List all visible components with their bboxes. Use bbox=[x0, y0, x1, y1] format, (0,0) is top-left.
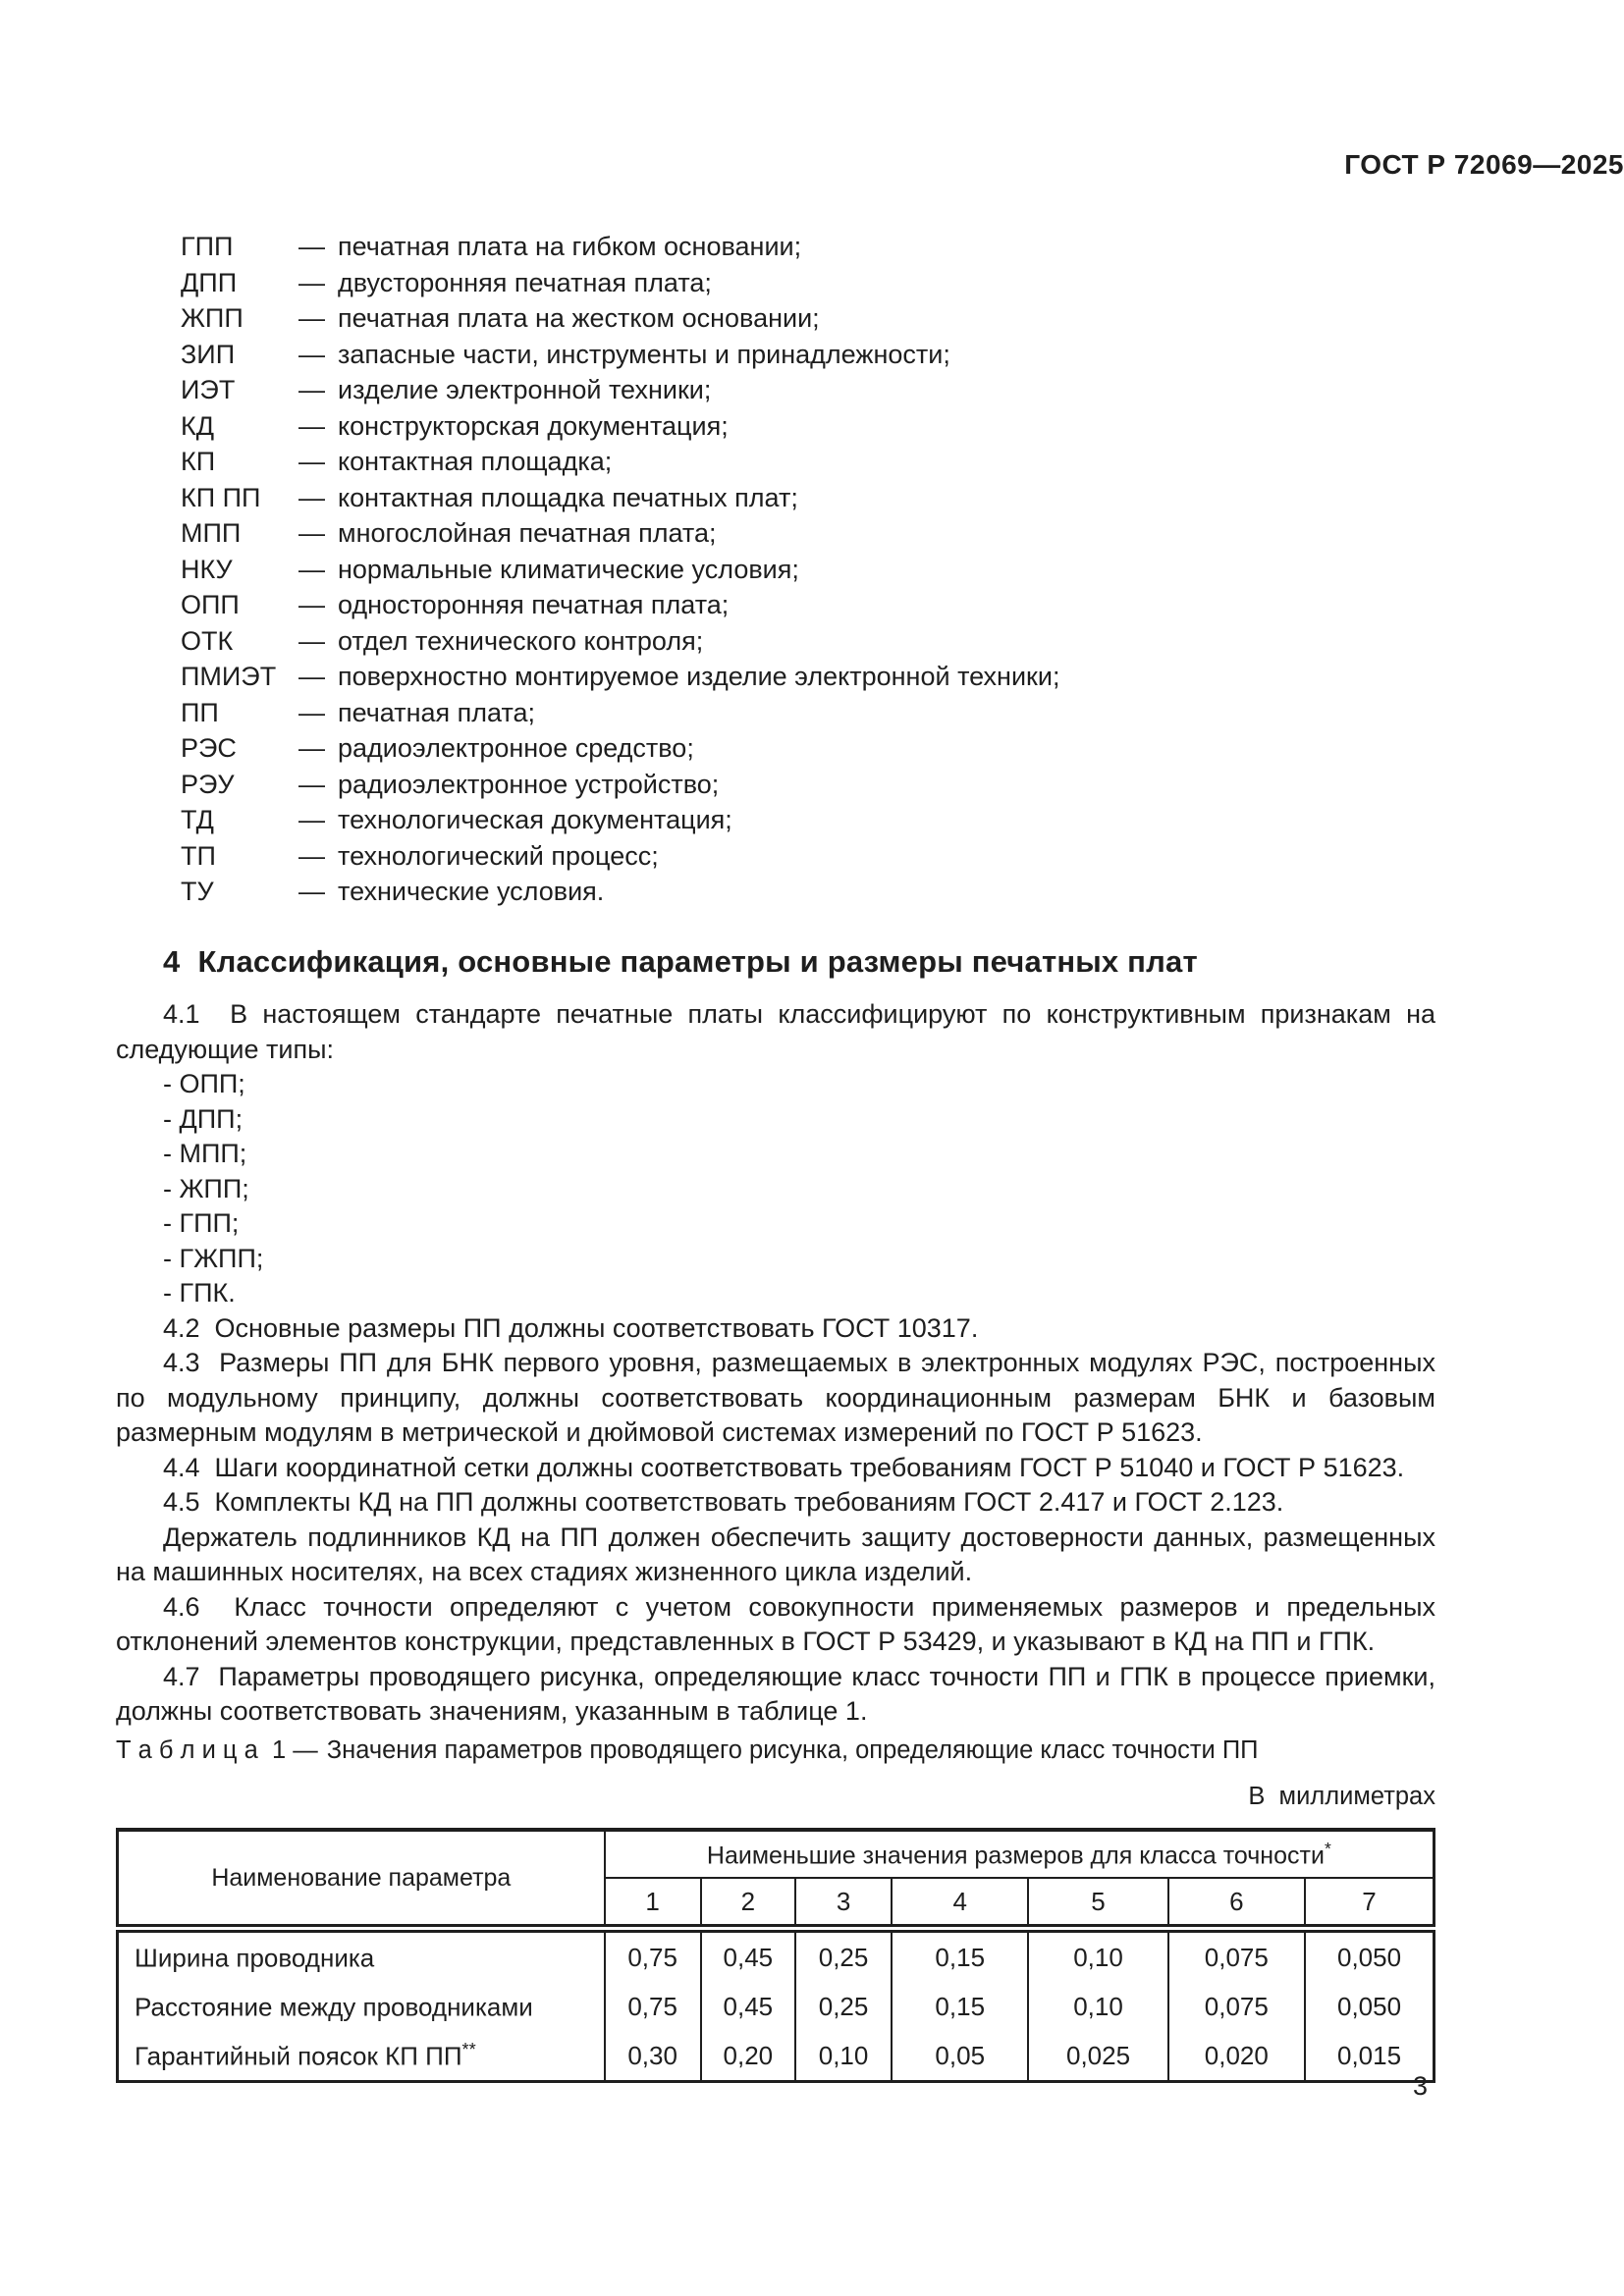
abbreviation-definition: печатная плата на гибком основании; bbox=[338, 232, 802, 261]
abbreviation-row bbox=[116, 300, 1435, 337]
table-caption-text: Значения параметров проводящего рисунка, определяющие класс точности ПП bbox=[326, 1736, 1259, 1764]
parameter-name bbox=[118, 1982, 605, 2031]
paragraph: - МПП; bbox=[163, 1139, 247, 1168]
paragraph: Держатель подлинников КД на ПП должен обеспечить защиту достоверности данных, размещенных на машинных носителях, на всех стадиях жизненного цикла изделий. bbox=[116, 1522, 1435, 1586]
abbreviation-term: РЭС bbox=[181, 733, 237, 763]
dash-separator: — bbox=[298, 447, 325, 476]
abbreviation-row bbox=[116, 623, 1435, 660]
dash-separator: — bbox=[298, 554, 325, 584]
value-cell: 0,75 bbox=[605, 1982, 701, 2031]
parameter-name bbox=[118, 1929, 605, 1983]
abbreviation-term: ОТК bbox=[181, 625, 234, 656]
table-caption-label: Т а б л и ц а 1 — bbox=[116, 1736, 318, 1764]
span-header-text: Наименьшие значения размеров для класса точности bbox=[706, 1842, 1325, 1870]
paragraph: 4.4 Шаги координатной сетки должны соответствовать требованиям ГОСТ Р 51040 и ГОСТ Р 51623. bbox=[163, 1452, 1405, 1482]
abbreviation-term: ЗИП bbox=[181, 339, 236, 369]
value-cell: 0,10 bbox=[795, 2031, 892, 2082]
value-cell: 0,20 bbox=[701, 2031, 796, 2082]
abbreviation-term: ДПП bbox=[181, 267, 238, 297]
value-cell: 0,25 bbox=[795, 1982, 892, 2031]
abbreviation-term: ТП bbox=[181, 840, 216, 871]
dash-separator: — bbox=[298, 840, 325, 871]
dash-separator: — bbox=[298, 769, 325, 799]
section-body bbox=[116, 997, 1435, 1730]
dash-separator: — bbox=[298, 625, 325, 656]
dash-separator: — bbox=[298, 339, 325, 369]
abbreviation-row bbox=[116, 337, 1435, 373]
value-cell: 0,05 bbox=[892, 2031, 1028, 2082]
paragraph: 4.1 В настоящем стандарте печатные платы классифицируют по конструктивным признакам на следующие типы: bbox=[116, 999, 1435, 1064]
abbreviation-definition: изделие электронной техники; bbox=[338, 375, 712, 404]
abbreviation-row bbox=[116, 372, 1435, 408]
abbreviation-term: КП bbox=[181, 447, 216, 476]
abbreviation-definition: технические условия. bbox=[338, 877, 605, 906]
value-cell: 0,075 bbox=[1168, 1929, 1305, 1983]
dash-separator: — bbox=[298, 482, 325, 512]
abbreviation-definition: нормальные климатические условия; bbox=[338, 554, 799, 584]
abbreviation-list bbox=[116, 229, 1435, 910]
dash-separator: — bbox=[298, 518, 325, 548]
paragraph: - ГЖПП; bbox=[163, 1243, 264, 1273]
abbreviation-term: ТД bbox=[181, 805, 214, 834]
table-caption bbox=[116, 1735, 1435, 1765]
abbreviation-definition: двусторонняя печатная плата; bbox=[338, 267, 712, 297]
abbreviation-row bbox=[116, 838, 1435, 875]
page-number: 3 bbox=[1412, 2071, 1428, 2101]
units-note: В миллиметрах bbox=[1248, 1783, 1435, 1810]
class-number: 5 bbox=[1028, 1878, 1167, 1929]
table-row bbox=[118, 2031, 1435, 2082]
abbreviation-row bbox=[116, 730, 1435, 767]
value-cell: 0,25 bbox=[795, 1929, 892, 1983]
abbreviation-term: КД bbox=[181, 410, 215, 441]
dash-separator: — bbox=[298, 303, 325, 333]
table-header-row-1 bbox=[118, 1830, 1435, 1878]
abbreviation-definition: контактная площадка; bbox=[338, 447, 613, 476]
dash-separator: — bbox=[298, 232, 325, 261]
value-cell: 0,30 bbox=[605, 2031, 701, 2082]
abbreviation-row bbox=[116, 767, 1435, 803]
value-cell: 0,050 bbox=[1305, 1929, 1434, 1983]
abbreviation-row bbox=[116, 802, 1435, 838]
column-header-span bbox=[605, 1830, 1435, 1878]
dash-separator: — bbox=[298, 662, 325, 691]
paragraph: - ГПП; bbox=[163, 1208, 240, 1238]
abbreviation-definition: радиоэлектронное средство; bbox=[338, 733, 694, 763]
value-cell: 0,45 bbox=[701, 1929, 796, 1983]
abbreviation-term: МПП bbox=[181, 518, 242, 548]
class-number: 7 bbox=[1305, 1878, 1434, 1929]
dash-separator: — bbox=[298, 697, 325, 727]
footnote-mark: ** bbox=[461, 2039, 476, 2059]
paragraph: - ДПП; bbox=[163, 1103, 244, 1134]
abbreviation-definition: многослойная печатная плата; bbox=[338, 518, 717, 548]
paragraph: 4.2 Основные размеры ПП должны соответствовать ГОСТ 10317. bbox=[163, 1312, 979, 1343]
class-number: 4 bbox=[892, 1878, 1028, 1929]
abbreviation-row bbox=[116, 552, 1435, 588]
abbreviation-definition: односторонняя печатная плата; bbox=[338, 590, 730, 619]
table-row bbox=[118, 1929, 1435, 1983]
abbreviation-row bbox=[116, 659, 1435, 695]
footnote-mark-1: * bbox=[1324, 1838, 1331, 1858]
value-cell: 0,075 bbox=[1168, 1982, 1305, 2031]
abbreviation-term: КП ПП bbox=[181, 482, 261, 512]
abbreviation-row bbox=[116, 695, 1435, 731]
column-header-parameter: Наименование параметра bbox=[118, 1830, 605, 1929]
abbreviation-term: ТУ bbox=[181, 877, 214, 906]
abbreviation-row bbox=[116, 444, 1435, 480]
section-number: 4 bbox=[163, 944, 181, 979]
abbreviation-term: НКУ bbox=[181, 554, 233, 584]
abbreviation-row bbox=[116, 587, 1435, 623]
class-number: 1 bbox=[605, 1878, 701, 1929]
abbreviation-definition: печатная плата; bbox=[338, 697, 536, 727]
value-cell: 0,025 bbox=[1028, 2031, 1167, 2082]
abbreviation-definition: печатная плата на жестком основании; bbox=[338, 303, 820, 333]
abbreviation-definition: поверхностно монтируемое изделие электронной техники; bbox=[338, 662, 1060, 691]
parameter-text: Гарантийный поясок КП ПП bbox=[135, 2041, 462, 2071]
paragraph: - ОПП; bbox=[163, 1069, 245, 1098]
abbreviation-definition: технологическая документация; bbox=[338, 805, 732, 834]
abbreviation-term: ИЭТ bbox=[181, 375, 236, 404]
abbreviation-term: ПМИЭТ bbox=[181, 662, 277, 691]
abbreviation-row bbox=[116, 408, 1435, 445]
standard-designation: ГОСТ Р 72069—2025 bbox=[1344, 149, 1624, 180]
abbreviation-definition: отдел технического контроля; bbox=[338, 625, 704, 656]
abbreviation-row bbox=[116, 265, 1435, 301]
abbreviation-term: ЖПП bbox=[181, 303, 244, 333]
section-heading bbox=[116, 944, 1483, 980]
paragraph: - ГПК. bbox=[163, 1278, 236, 1308]
class-number: 3 bbox=[795, 1878, 892, 1929]
abbreviation-definition: контактная площадка печатных плат; bbox=[338, 482, 798, 512]
paragraph: 4.6 Класс точности определяют с учетом совокупности применяемых размеров и предельных отклонений элементов конструкции, представленных в ГОСТ Р 53429, и указывают в КД на ПП и ГПК. bbox=[116, 1591, 1435, 1656]
abbreviation-term: РЭУ bbox=[181, 769, 235, 799]
abbreviation-row bbox=[116, 480, 1435, 516]
table-1 bbox=[116, 1828, 1435, 2083]
dash-separator: — bbox=[298, 733, 325, 763]
paragraph: 4.7 Параметры проводящего рисунка, определяющие класс точности ПП и ГПК в процессе приемки, должны соответствовать значениям, указанным в таблице 1. bbox=[116, 1661, 1435, 1726]
class-number: 2 bbox=[701, 1878, 796, 1929]
value-cell: 0,15 bbox=[892, 1929, 1028, 1983]
abbreviation-definition: технологический процесс; bbox=[338, 840, 659, 871]
value-cell: 0,10 bbox=[1028, 1929, 1167, 1983]
paragraph: 4.5 Комплекты КД на ПП должны соответствовать требованиям ГОСТ 2.417 и ГОСТ 2.123. bbox=[163, 1487, 1284, 1517]
table-block bbox=[116, 1735, 1435, 2083]
class-number: 6 bbox=[1168, 1878, 1305, 1929]
value-cell: 0,050 bbox=[1305, 1982, 1434, 2031]
value-cell: 0,015 bbox=[1305, 2031, 1434, 2082]
parameter-text: Расстояние между проводниками bbox=[135, 1992, 533, 2022]
abbreviation-definition: конструкторская документация; bbox=[338, 410, 729, 441]
dash-separator: — bbox=[298, 877, 325, 906]
dash-separator: — bbox=[298, 805, 325, 834]
value-cell: 0,45 bbox=[701, 1982, 796, 2031]
abbreviation-definition: запасные части, инструменты и принадлежности; bbox=[338, 339, 950, 369]
table-row bbox=[118, 1982, 1435, 2031]
value-cell: 0,15 bbox=[892, 1982, 1028, 2031]
paragraph: - ЖПП; bbox=[163, 1173, 249, 1203]
parameter-name bbox=[118, 2031, 605, 2082]
abbreviation-row bbox=[116, 515, 1435, 552]
section-title: Классификация, основные параметры и размеры печатных плат bbox=[197, 944, 1198, 979]
abbreviation-row bbox=[116, 229, 1435, 265]
abbreviation-term: ГПП bbox=[181, 232, 234, 261]
dash-separator: — bbox=[298, 590, 325, 619]
paragraph: 4.3 Размеры ПП для БНК первого уровня, размещаемых в электронных модулях РЭС, построенных по модульному принципу, должны соответствовать координационным размерам БНК и базовым размерным модулям в метрической и дюймовой системах измерений по ГОСТ Р 51623. bbox=[116, 1348, 1435, 1447]
parameter-text: Ширина проводника bbox=[135, 1943, 375, 1973]
abbreviation-term: ОПП bbox=[181, 590, 240, 619]
dash-separator: — bbox=[298, 410, 325, 441]
abbreviation-term: ПП bbox=[181, 697, 219, 727]
dash-separator: — bbox=[298, 375, 325, 404]
abbreviation-definition: радиоэлектронное устройство; bbox=[338, 769, 720, 799]
dash-separator: — bbox=[298, 267, 325, 297]
abbreviation-row bbox=[116, 874, 1435, 910]
value-cell: 0,10 bbox=[1028, 1982, 1167, 2031]
value-cell: 0,020 bbox=[1168, 2031, 1305, 2082]
value-cell: 0,75 bbox=[605, 1929, 701, 1983]
